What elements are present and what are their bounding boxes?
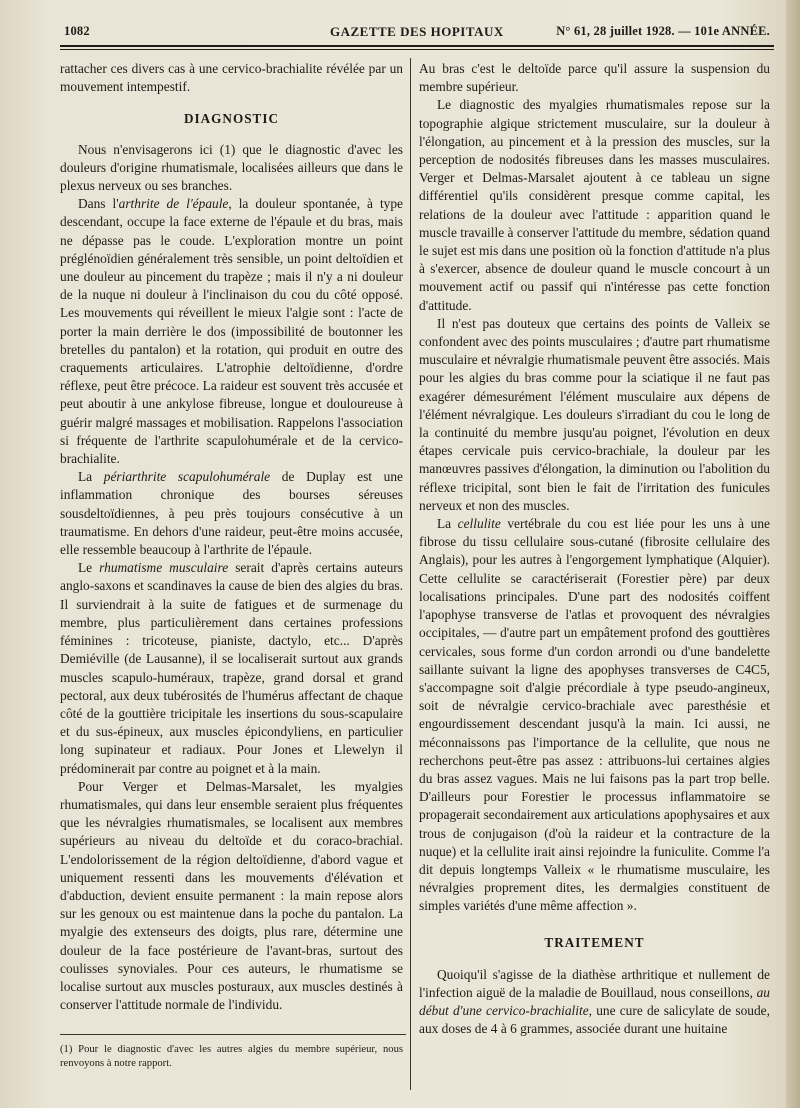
paragraph: Pour Verger et Delmas-Marsalet, les myalgies rhumatismales, qui dans leur ensemble seraient plus fréquentes que les névralgies rhumatismales, se localisent aux membres supérieurs au niveau du deltoïde et du coraco-brachial. L'endolorissement de la région deltoïdienne, d'abord vague et uniquement ressenti dans les mouvements d'élévation et d'abduction, devient ensuite permanent : la main repose alors sur les genoux ou est maintenue dans la poche du pantalon. La myalgie des extenseurs des doigts, plus rare, détermine une douleur de la face postérieure de l'avant-bras, surtout des coulisses synoviales. Pour ces auteurs, le rhumatisme se localise surtout aux muscles posturaux, aux muscles destinés à conserver l'attitude normale de l'individu. — [60, 778, 403, 1013]
paragraph: rattacher ces divers cas à une cervico-brachialite révélée par un mouvement intempestif. — [60, 61, 403, 95]
paragraph: Le diagnostic des myalgies rhumatismales repose sur la topographie algique strictement musculaire, sur la douleur à l'élongation, au pincement et à la pression des muscles, sur la perception de nodosités fibreuses dans les masses musculaires. Verger et Delmas-Marsalet ajoutent à ce tableau un signe différentiel qu'ils considèrent presque comme capital, les relations de la douleur avec l'attitude : apparition quand le muscle travaille à conserver l'attitude du membre, sédation quand le sujet est mis dans une position où la fonction d'attitude n'a plus à s'exercer, absence de douleur quand le muscle concourt à un mouvement actif ou passif qui n'intéresse pas cette fonction d'attitude. — [419, 97, 770, 313]
journal-title: GAZETTE DES HOPITAUX — [330, 24, 504, 39]
left-column — [60, 60, 403, 1071]
page-header — [60, 24, 772, 44]
header-rule-thin — [60, 49, 774, 50]
right-column — [419, 60, 770, 1039]
paragraph: Nous n'envisagerons ici (1) que le diagnostic d'avec les douleurs d'origine rhumatismale, localisées ailleurs que dans le plexus nerveux ou ses branches. — [60, 141, 403, 194]
header-rule — [60, 45, 774, 47]
issue-line: N° 61, 28 juillet 1928. — 101e ANNÉE. — [556, 24, 770, 38]
page-edge — [786, 0, 800, 1108]
paragraph: La cellulite vertébrale du cou est liée pour les uns à une fibrose du tissu cellulaire sous-cutané (fibrosite cellulaire des Anglais), pour les autres à l'engorgement lymphatique (Alquier). Cette cellulite se caractériserait (Forestier père) par deux localisations principales. D'une part des nodosités coiffent l'apophyse transverse de l'atlas et provoquent des névralgies occipitales, — d'autre part un empâtement profond des gouttières cervicales, sous forme d'un cordon arrondi ou d'une bandelette saillante suivant la ligne des apophyses transverses de C4C5, s'accompagne soit d'algie précordiale à type pseudo-angineux, soit de névralgie cervico-brachiale avec paresthésie et engourdissement descendant jusqu'à la main. Ici aussi, ne méconnaissons pas l'importance de la cellulite, que nous ne recherchons peut-être pas assez : attribuons-lui certaines algies du bras assez vagues. Mais ne lui faisons pas la part trop belle. D'ailleurs pour Forestier le processus inflammatoire se propagerait secondairement aux articulations apophysaires et aux trous de conjugaison (d'où la raideur et la contracture de la nuque) et la cellulite irait ainsi rejoindre la funiculite. Comme l'a dit depuis longtemps Valleix « le rhumatisme musculaire, les névralgies proprement dites, les dermalgies constituent de simples variétés d'une même affection ». — [419, 516, 770, 914]
footnote-rule — [60, 1034, 406, 1035]
paragraph: Au bras c'est le deltoïde parce qu'il assure la suspension du membre supérieur. — [419, 61, 770, 95]
page-number: 1082 — [64, 24, 90, 38]
section-heading-traitement: TRAITEMENT — [544, 934, 645, 950]
paragraph: La périarthrite scapulohumérale de Duplay est une inflammation chronique des bourses séreuses sousdeltoïdiennes, à peu près toujours consécutive à un traumatisme. En dehors d'une raideur, peut-être moins accusée, elle ressemble beaucoup à l'arthrite de l'épaule. — [60, 469, 403, 558]
paragraph: Il n'est pas douteux que certains des points de Valleix se confondent avec des points musculaires ; d'autre part rhumatisme musculaire et névralgie rhumatismale peuvent être associés. Mais pour les algies du bras comme pour la sciatique il ne faut pas exagérer démesurément l'élément musculaire aux dépens de l'élément névralgique. Les douleurs s'irradiant du cou le long de la continuité du membre jusqu'au poignet, l'évolution en deux étapes cervicale puis cervico-brachiale, la douleur par les manœuvres passives d'élongation, la diminution ou l'abolition du réflexe tricipital, sont bien le fait de l'irritation des funicules nerveux et non des muscles. — [419, 315, 771, 513]
section-heading-diagnostic: DIAGNOSTIC — [183, 111, 279, 127]
footnote: (1) Pour le diagnostic d'avec les autres algies du membre supérieur, nous renvoyons à notre rapport. — [60, 1044, 403, 1070]
paragraph: Le rhumatisme musculaire serait d'après certains auteurs anglo-saxons et scandinaves la cause de bien des algies du bras. Il surviendrait à la suite de fatigues et de surmenage du membre, plus particulièrement dans certaines professions féminines : tricoteuse, pianiste, dactylo, etc... D'après Demiéville (de Lausanne), il se localiserait surtout aux grands muscles scapulo-huméraux, trapèze, grand dorsal et grand pectoral, aux deux tubérosités de l'humérus affectant de chaque côté de la gouttière tricipitale les insertions du sous-scapulaire et du sus-épineux, aux muscles épicondyliens, en particulier long supinateur et radiaux. Pour Jones et Llewelyn il prédominerait par contre au poignet et à la main. — [60, 560, 403, 776]
paragraph: Quoiqu'il s'agisse de la diathèse arthritique et nullement de l'infection aiguë de la maladie de Bouillaud, nous conseillons, au début d'une cervico-brachialite, une cure de salicylate de soude, aux doses de 4 à 6 grammes, associée durant une huitaine — [419, 966, 770, 1037]
column-divider — [410, 58, 411, 1090]
paragraph: Dans l'arthrite de l'épaule, la douleur spontanée, à type descendant, occupe la face externe de l'épaule et du bras, mais ne dépasse pas le coude. L'exploration montre un point préglénoïdien généralement très sensible, un point deltoïdien et une douleur au pincement du trapèze ; mais il n'y a ni douleur de la nuque ni douleur à l'inclinaison du cou du côté opposé. Les mouvements qui réveillent le mieux l'algie sont : l'acte de porter la main derrière le dos (impossibilité de boutonner les bretelles du pantalon) et la rotation, qui produit en outre des craquements articulaires. L'atrophie deltoïdienne, d'ordre réflexe, peut être précoce. La raideur est souvent très accusée et peut aboutir à une ankylose fibreuse, longue et douloureuse à guérir malgré massages et mobilisation. Rappelons l'association si fréquente de l'arthrite scapulohumérale et de la cervico-brachialite. — [60, 196, 403, 467]
